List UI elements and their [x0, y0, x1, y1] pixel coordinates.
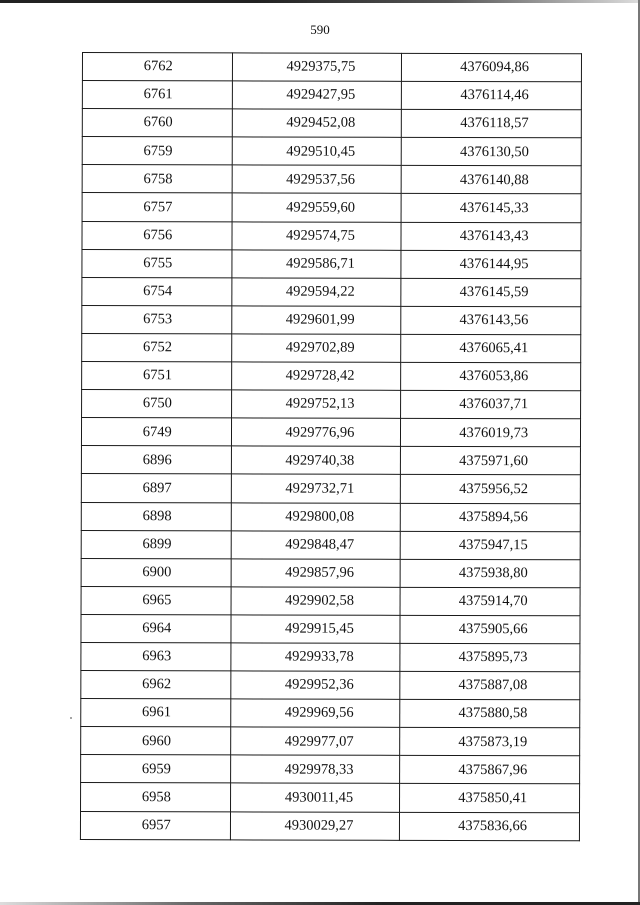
point-number-cell: 6898 [81, 502, 231, 530]
point-number-cell: 6961 [81, 699, 231, 727]
coordinates-table [80, 52, 582, 841]
point-number-cell: 6959 [81, 755, 231, 783]
x-coordinate-cell: 4929510,45 [232, 137, 402, 166]
y-coordinate-cell: 4375894,56 [401, 503, 581, 532]
table-row [81, 474, 580, 503]
point-number-cell: 6899 [81, 530, 231, 558]
y-coordinate-cell: 4375956,52 [401, 475, 581, 504]
y-coordinate-cell: 4376130,50 [402, 138, 582, 167]
table-row [82, 109, 581, 138]
x-coordinate-cell: 4929800,08 [231, 502, 401, 531]
x-coordinate-cell: 4929537,56 [232, 165, 402, 194]
table-row [82, 137, 581, 166]
table-row [80, 811, 579, 840]
table-row [82, 362, 581, 391]
point-number-cell: 6760 [82, 109, 232, 137]
point-number-cell: 6750 [82, 390, 232, 418]
x-coordinate-cell: 4929427,95 [232, 81, 402, 110]
x-coordinate-cell: 4929978,33 [230, 755, 400, 784]
x-coordinate-cell: 4929848,47 [231, 530, 401, 559]
table-row [82, 221, 581, 250]
y-coordinate-cell: 4375895,73 [400, 643, 580, 672]
y-coordinate-cell: 4375867,96 [400, 756, 580, 785]
point-number-cell: 6762 [82, 53, 232, 81]
table-row [81, 642, 580, 671]
y-coordinate-cell: 4376145,59 [401, 278, 581, 307]
x-coordinate-cell: 4929702,89 [231, 334, 401, 363]
table-row [82, 53, 581, 82]
x-coordinate-cell: 4929952,36 [230, 671, 400, 700]
point-number-cell: 6963 [81, 642, 231, 670]
x-coordinate-cell: 4929752,13 [231, 390, 401, 419]
point-number-cell: 6900 [81, 558, 231, 586]
y-coordinate-cell: 4375887,08 [400, 671, 580, 700]
x-coordinate-cell: 4929586,71 [232, 250, 402, 279]
point-number-cell: 6758 [82, 165, 232, 193]
x-coordinate-cell: 4929977,07 [230, 727, 400, 756]
point-number-cell: 6897 [81, 474, 231, 502]
point-number-cell: 6752 [82, 333, 232, 361]
y-coordinate-cell: 4375914,70 [400, 587, 580, 616]
point-number-cell: 6756 [82, 221, 232, 249]
y-coordinate-cell: 4376118,57 [402, 110, 582, 139]
x-coordinate-cell: 4929452,08 [232, 109, 402, 138]
y-coordinate-cell: 4376143,56 [401, 306, 581, 335]
table-row [81, 558, 580, 587]
y-coordinate-cell: 4376114,46 [402, 81, 582, 110]
table-row [81, 530, 580, 559]
table-row [82, 249, 581, 278]
table-row [82, 277, 581, 306]
y-coordinate-cell: 4375971,60 [401, 447, 581, 476]
x-coordinate-cell: 4929776,96 [231, 418, 401, 447]
y-coordinate-cell: 4376037,71 [401, 390, 581, 419]
table-row [81, 671, 580, 700]
table-row [81, 783, 580, 812]
table-row [81, 755, 580, 784]
x-coordinate-cell: 4929375,75 [232, 53, 402, 82]
page-number: 590 [310, 22, 330, 37]
point-number-cell: 6964 [81, 614, 231, 642]
y-coordinate-cell: 4375938,80 [400, 559, 580, 588]
scan-edge-top [0, 0, 640, 3]
table-row [82, 305, 581, 334]
table-row [81, 727, 580, 756]
point-number-cell: 6761 [82, 81, 232, 109]
table-row [81, 502, 580, 531]
table-row [81, 418, 580, 447]
x-coordinate-cell: 4929933,78 [230, 643, 400, 672]
table-row [82, 193, 581, 222]
y-coordinate-cell: 4375905,66 [400, 615, 580, 644]
x-coordinate-cell: 4929902,58 [231, 587, 401, 616]
point-number-cell: 6958 [81, 783, 231, 811]
table-row [81, 699, 580, 728]
y-coordinate-cell: 4376143,43 [401, 222, 581, 251]
y-coordinate-cell: 4375836,66 [400, 812, 580, 841]
y-coordinate-cell: 4375873,19 [400, 728, 580, 757]
table-row [81, 614, 580, 643]
y-coordinate-cell: 4376145,33 [401, 194, 581, 223]
point-number-cell: 6965 [81, 586, 231, 614]
x-coordinate-cell: 4929559,60 [232, 193, 402, 222]
y-coordinate-cell: 4376065,41 [401, 334, 581, 363]
point-number-cell: 6751 [82, 362, 232, 390]
point-number-cell: 6749 [81, 418, 231, 446]
point-number-cell: 6962 [81, 671, 231, 699]
y-coordinate-cell: 4375947,15 [400, 531, 580, 560]
table-row [81, 586, 580, 615]
point-number-cell: 6957 [80, 811, 230, 839]
x-coordinate-cell: 4929915,45 [231, 615, 401, 644]
point-number-cell: 6755 [82, 249, 232, 277]
x-coordinate-cell: 4929732,71 [231, 474, 401, 503]
y-coordinate-cell: 4376019,73 [401, 419, 581, 448]
y-coordinate-cell: 4376094,86 [402, 53, 582, 82]
x-coordinate-cell: 4929857,96 [231, 559, 401, 588]
x-coordinate-cell: 4929601,99 [231, 306, 401, 335]
table-row [82, 333, 581, 362]
table-row [81, 446, 580, 475]
point-number-cell: 6757 [82, 193, 232, 221]
x-coordinate-cell: 4929728,42 [231, 362, 401, 391]
y-coordinate-cell: 4375880,58 [400, 699, 580, 728]
x-coordinate-cell: 4930011,45 [230, 783, 400, 812]
point-number-cell: 6759 [82, 137, 232, 165]
x-coordinate-cell: 4930029,27 [230, 811, 400, 840]
x-coordinate-cell: 4929740,38 [231, 446, 401, 475]
y-coordinate-cell: 4376144,95 [401, 250, 581, 279]
x-coordinate-cell: 4929574,75 [232, 221, 402, 250]
x-coordinate-cell: 4929969,56 [230, 699, 400, 728]
table-row [82, 81, 581, 110]
y-coordinate-cell: 4376140,88 [401, 166, 581, 195]
scan-speck [70, 717, 72, 719]
table-row [82, 165, 581, 194]
coordinates-table-body [80, 53, 581, 841]
x-coordinate-cell: 4929594,22 [231, 278, 401, 307]
y-coordinate-cell: 4376053,86 [401, 362, 581, 391]
point-number-cell: 6960 [81, 727, 231, 755]
point-number-cell: 6896 [81, 446, 231, 474]
point-number-cell: 6754 [82, 277, 232, 305]
point-number-cell: 6753 [82, 305, 232, 333]
table-row [82, 390, 581, 419]
y-coordinate-cell: 4375850,41 [400, 784, 580, 813]
